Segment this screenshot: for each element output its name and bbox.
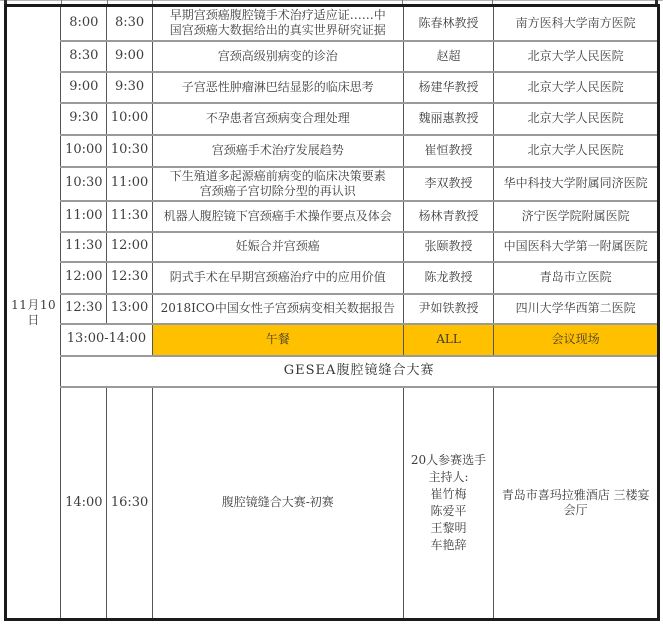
speaker-cell: 杨林青教授 xyxy=(403,201,493,232)
topic-line: 2018ICO中国女性子宫颈病变相关数据报告 xyxy=(160,301,395,315)
topic-line: 子宫恶性肿瘤淋巴结显影的临床思考 xyxy=(181,79,374,94)
speaker-cell: 崔恒教授 xyxy=(403,135,493,167)
venue-cell: 北京大学人民医院 xyxy=(494,103,659,135)
session-row xyxy=(6,232,659,262)
venue-cell: 南方医科大学南方医院 xyxy=(494,6,659,41)
topic-line: 机器人腹腔镜下宫颈癌手术操作要点及体会 xyxy=(163,208,392,223)
topic-cell xyxy=(152,72,403,103)
venue-cell: 北京大学人民医院 xyxy=(494,41,659,72)
start-time-cell: 9:30 xyxy=(61,103,107,135)
end-time-cell: 9:30 xyxy=(107,72,152,103)
start-time-cell: 11:00 xyxy=(61,201,107,232)
session-row xyxy=(6,201,659,232)
speaker-line: 王黎明 xyxy=(430,520,467,535)
competition-header-cell: GESEA腹腔镜缝合大赛 xyxy=(61,356,659,387)
end-time-cell: 12:30 xyxy=(107,262,152,294)
topic-cell xyxy=(152,201,403,232)
lunch-speaker-cell: ALL xyxy=(403,324,493,356)
venue-cell: 北京大学人民医院 xyxy=(494,135,659,167)
start-time-cell: 11:30 xyxy=(61,232,107,262)
speaker-line: 车艳辞 xyxy=(430,537,467,552)
speaker-line: 20人参赛选手 xyxy=(410,452,487,467)
topic-line: 宫颈癌子宫切除分型的再认识 xyxy=(199,183,356,198)
cutoff-row-line xyxy=(0,0,663,1)
speaker-cell: 赵超 xyxy=(403,41,493,72)
speaker-line: 主持人: xyxy=(428,469,469,484)
start-time-cell: 14:00 xyxy=(61,387,107,620)
lunch-title-cell: 午餐 xyxy=(152,324,403,356)
start-time-cell: 10:00 xyxy=(61,135,107,167)
speaker-cell: 杨建华教授 xyxy=(403,72,493,103)
session-row xyxy=(6,72,659,103)
speaker-cell: 陈春林教授 xyxy=(403,6,493,41)
topic-cell xyxy=(152,135,403,167)
speaker-line: 陈爱平 xyxy=(430,503,467,518)
venue-cell: 青岛市喜玛拉雅酒店 三楼宴会厅 xyxy=(494,387,659,620)
lunch-row xyxy=(6,324,659,356)
topic-line: 宫颈高级别病变的诊治 xyxy=(217,48,338,63)
speaker-cell xyxy=(403,387,493,620)
date-cell: 11月10日 xyxy=(6,6,61,620)
start-time-cell: 10:30 xyxy=(61,167,107,201)
end-time-cell: 11:00 xyxy=(107,167,152,201)
end-time-cell: 13:00 xyxy=(107,294,152,324)
session-row xyxy=(6,6,659,41)
competition-header-row xyxy=(6,356,659,387)
start-time-cell: 12:30 xyxy=(61,294,107,324)
venue-cell: 青岛市立医院 xyxy=(494,262,659,294)
start-time-cell: 8:30 xyxy=(61,41,107,72)
competition-row xyxy=(6,387,659,620)
topic-cell xyxy=(152,167,403,201)
topic-cell xyxy=(152,262,403,294)
session-row xyxy=(6,41,659,72)
start-time-cell: 12:00 xyxy=(61,262,107,294)
topic-line: 早期宫颈癌腹腔镜手术治疗适应证……中 xyxy=(169,8,386,23)
lunch-time-cell: 13:00-14:00 xyxy=(61,324,152,356)
topic-cell xyxy=(152,294,403,324)
session-row xyxy=(6,167,659,201)
speaker-cell: 魏丽惠教授 xyxy=(403,103,493,135)
topic-cell xyxy=(152,41,403,72)
end-time-cell: 12:00 xyxy=(107,232,152,262)
topic-cell xyxy=(152,6,403,41)
speaker-cell: 张颐教授 xyxy=(403,232,493,262)
venue-cell: 华中科技大学附属同济医院 xyxy=(494,167,659,201)
start-time-cell: 8:00 xyxy=(61,6,107,41)
topic-cell xyxy=(152,103,403,135)
topic-line: 国宫颈癌大数据给出的真实世界研究证据 xyxy=(169,23,386,38)
session-row xyxy=(6,103,659,135)
lunch-venue-cell: 会议现场 xyxy=(494,324,659,356)
start-time-cell: 9:00 xyxy=(61,72,107,103)
end-time-cell: 16:30 xyxy=(107,387,152,620)
topic-line: 阴式手术在早期宫颈癌治疗中的应用价值 xyxy=(169,270,386,284)
venue-cell: 四川大学华西第二医院 xyxy=(494,294,659,324)
speaker-cell: 李双教授 xyxy=(403,167,493,201)
session-row xyxy=(6,135,659,167)
topic-line: 宫颈癌手术治疗发展趋势 xyxy=(211,143,344,157)
topic-line: 不孕患者宫颈病变合理处理 xyxy=(205,111,350,125)
speaker-line: 崔竹梅 xyxy=(430,486,467,501)
end-time-cell: 11:30 xyxy=(107,201,152,232)
venue-cell: 北京大学人民医院 xyxy=(494,72,659,103)
end-time-cell: 10:30 xyxy=(107,135,152,167)
venue-cell: 济宁医学院附属医院 xyxy=(494,201,659,232)
session-row xyxy=(6,262,659,294)
topic-line: 妊娠合并宫颈癌 xyxy=(235,239,320,253)
topic-cell: 腹腔镜缝合大赛-初赛 xyxy=(152,387,403,620)
schedule-body xyxy=(6,6,659,620)
session-row xyxy=(6,294,659,324)
end-time-cell: 10:00 xyxy=(107,103,152,135)
speaker-cell: 陈龙教授 xyxy=(403,262,493,294)
topic-cell xyxy=(152,232,403,262)
speaker-cell: 尹如铁教授 xyxy=(403,294,493,324)
end-time-cell: 9:00 xyxy=(107,41,152,72)
schedule-table xyxy=(4,4,660,621)
end-time-cell: 8:30 xyxy=(107,6,152,41)
topic-line: 下生殖道多起源癌前病变的临床决策要素 xyxy=(169,168,386,183)
venue-cell: 中国医科大学第一附属医院 xyxy=(494,232,659,262)
